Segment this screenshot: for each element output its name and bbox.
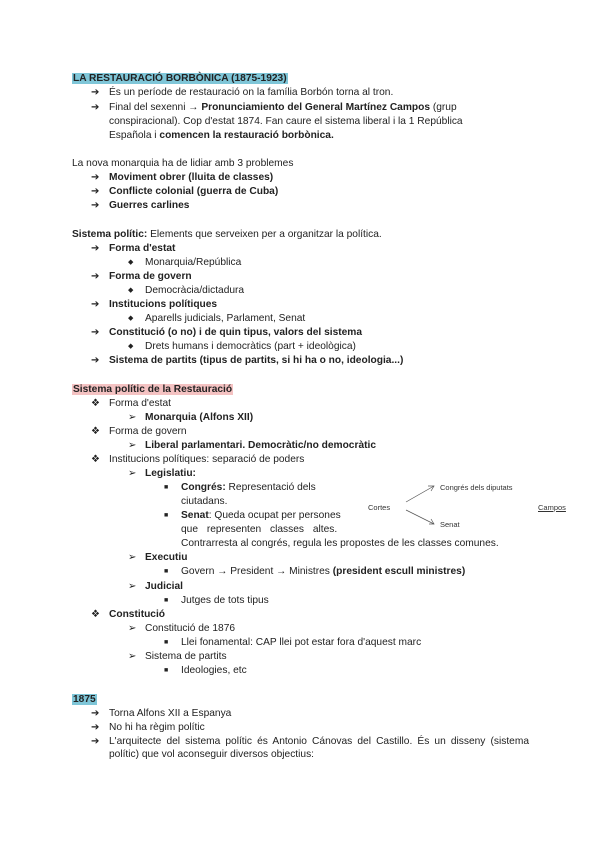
fleuron-bullet-icon: ❖ <box>91 454 100 465</box>
bullet-text-cont: Española i comencen la restauració borbònica. <box>109 130 334 141</box>
bullet-text: Sistema de partits (tipus de partits, si hi ha o no, ideologia...) <box>109 355 404 366</box>
square-bullet-icon: ■ <box>164 639 169 646</box>
sub-sub-bullet-cont: Contrarresta al congrés, regula les propostes de les classes comunes. <box>181 538 499 549</box>
arrow-icon: ➔ <box>91 271 100 282</box>
sub-bullet-text: Aparells judicials, Parlament, Senat <box>145 313 306 324</box>
chevron-arrow-icon: ➢ <box>128 581 137 592</box>
arrow-icon: ➔ <box>91 299 100 310</box>
bullet-text: Forma d'estat <box>109 398 171 409</box>
square-bullet-icon: ■ <box>164 597 169 604</box>
arrow-icon: ➔ <box>91 87 100 98</box>
fleuron-bullet-icon: ❖ <box>91 398 100 409</box>
arrow-icon: ➔ <box>91 172 100 183</box>
bullet-text: Moviment obrer (lluita de classes) <box>109 172 274 183</box>
bullet-text: Institucions polítiques <box>109 299 218 310</box>
chevron-arrow-icon: ➢ <box>128 440 137 451</box>
square-bullet-icon: ■ <box>164 484 169 491</box>
section-heading: Sistema polític de la Restauració <box>73 384 233 395</box>
paragraph: La nova monarquia ha de lidiar amb 3 problemes <box>72 158 294 169</box>
sub-bullet-text: Democràcia/dictadura <box>145 285 245 296</box>
chevron-arrow-icon: ➢ <box>128 623 137 634</box>
bullet-text: Conflicte colonial (guerra de Cuba) <box>109 186 279 197</box>
bullet-text: És un període de restauració on la família Borbón torna al tron. <box>109 87 394 98</box>
sub-sub-bullet-text: Congrés: Representació dels <box>181 482 316 493</box>
sub-bullet-text: Drets humans i democràtics (part + ideològica) <box>145 341 356 352</box>
sub-bullet-text: Constitució de 1876 <box>145 623 236 634</box>
section-heading: LA RESTAURACIÓ BORBÒNICA (1875-1923) <box>73 73 287 84</box>
chevron-arrow-icon: ➢ <box>128 552 137 563</box>
sub-bullet-text: Sistema de partits <box>145 651 227 662</box>
sub-sub-bullet-text: Llei fonamental: CAP llei pot estar fora d'aquest marc <box>181 637 422 648</box>
arrow-icon: ➔ <box>91 708 100 719</box>
diamond-bullet-icon: ◆ <box>128 287 134 294</box>
paragraph: Sistema polític: Elements que serveixen per a organitzar la política. <box>72 229 382 240</box>
sub-sub-bullet-text: Jutges de tots tipus <box>181 595 269 606</box>
bullet-text: Forma de govern <box>109 271 192 282</box>
chevron-arrow-icon: ➢ <box>128 412 137 423</box>
sub-sub-bullet-cont: que representen classes altes. <box>181 524 338 535</box>
sub-sub-bullet-text: Govern → President → Ministres (president escull ministres) <box>181 566 466 577</box>
arrow-icon: ➔ <box>91 736 100 747</box>
diagram-congres-label: Congrés dels diputats <box>440 483 513 492</box>
diamond-bullet-icon: ◆ <box>128 315 134 322</box>
arrow-icon: ➔ <box>91 355 100 366</box>
square-bullet-icon: ■ <box>164 512 169 519</box>
sub-sub-bullet-cont: ciutadans. <box>181 496 228 507</box>
arrow-icon: ➔ <box>91 200 100 211</box>
arrow-icon: ➔ <box>91 102 100 113</box>
sub-bullet-text: Legislatiu: <box>145 468 196 479</box>
square-bullet-icon: ■ <box>164 667 169 674</box>
sub-sub-bullet-text: Senat: Queda ocupat per persones <box>181 510 341 521</box>
chevron-arrow-icon: ➢ <box>128 651 137 662</box>
bullet-text: Constitució <box>109 609 166 620</box>
diagram-campos-label: Campos <box>538 503 566 512</box>
arrow-icon: ➔ <box>91 327 100 338</box>
arrow-icon: ➔ <box>91 243 100 254</box>
bullet-text: Institucions polítiques: separació de poders <box>109 454 305 465</box>
sub-bullet-text: Liberal parlamentari. Democràtic/no democràtic <box>145 440 376 451</box>
bullet-text: Forma de govern <box>109 426 187 437</box>
bullet-text: Constitució (o no) i de quin tipus, valors del sistema <box>109 327 363 338</box>
diagram-senat-label: Senat <box>440 520 460 529</box>
bullet-text: No hi ha règim polític <box>109 722 205 733</box>
bullet-text: Guerres carlines <box>109 200 190 211</box>
section-heading: 1875 <box>73 694 96 705</box>
arrow-icon: ➔ <box>91 722 100 733</box>
sub-bullet-text: Judicial <box>145 581 183 592</box>
fleuron-bullet-icon: ❖ <box>91 426 100 437</box>
diagram-cortes-label: Cortes <box>368 503 391 512</box>
sub-sub-bullet-text: Ideologies, etc <box>181 665 247 676</box>
diamond-bullet-icon: ◆ <box>128 259 134 266</box>
sub-bullet-text: Monarquia (Alfons XII) <box>145 412 254 423</box>
bullet-text: Forma d'estat <box>109 243 176 254</box>
fleuron-bullet-icon: ❖ <box>91 609 100 620</box>
square-bullet-icon: ■ <box>164 568 169 575</box>
sub-bullet-text: Monarquia/República <box>145 257 242 268</box>
sub-bullet-text: Executiu <box>145 552 188 563</box>
diamond-bullet-icon: ◆ <box>128 343 134 350</box>
bullet-text: Torna Alfons XII a Espanya <box>109 708 232 719</box>
bullet-text-cont: conspiracional). Cop d'estat 1874. Fan caure el sistema liberal i la 1 República <box>109 116 463 127</box>
bullet-text: Final del sexenni → Pronunciamiento del General Martínez Campos (grup <box>109 102 457 113</box>
bullet-text: L'arquitecte del sistema polític és Antonio Cánovas del Castillo. És un disseny (sistema polític) que vol aconseguir diversos objectius: <box>109 736 529 760</box>
arrow-icon: ➔ <box>91 186 100 197</box>
chevron-arrow-icon: ➢ <box>128 468 137 479</box>
